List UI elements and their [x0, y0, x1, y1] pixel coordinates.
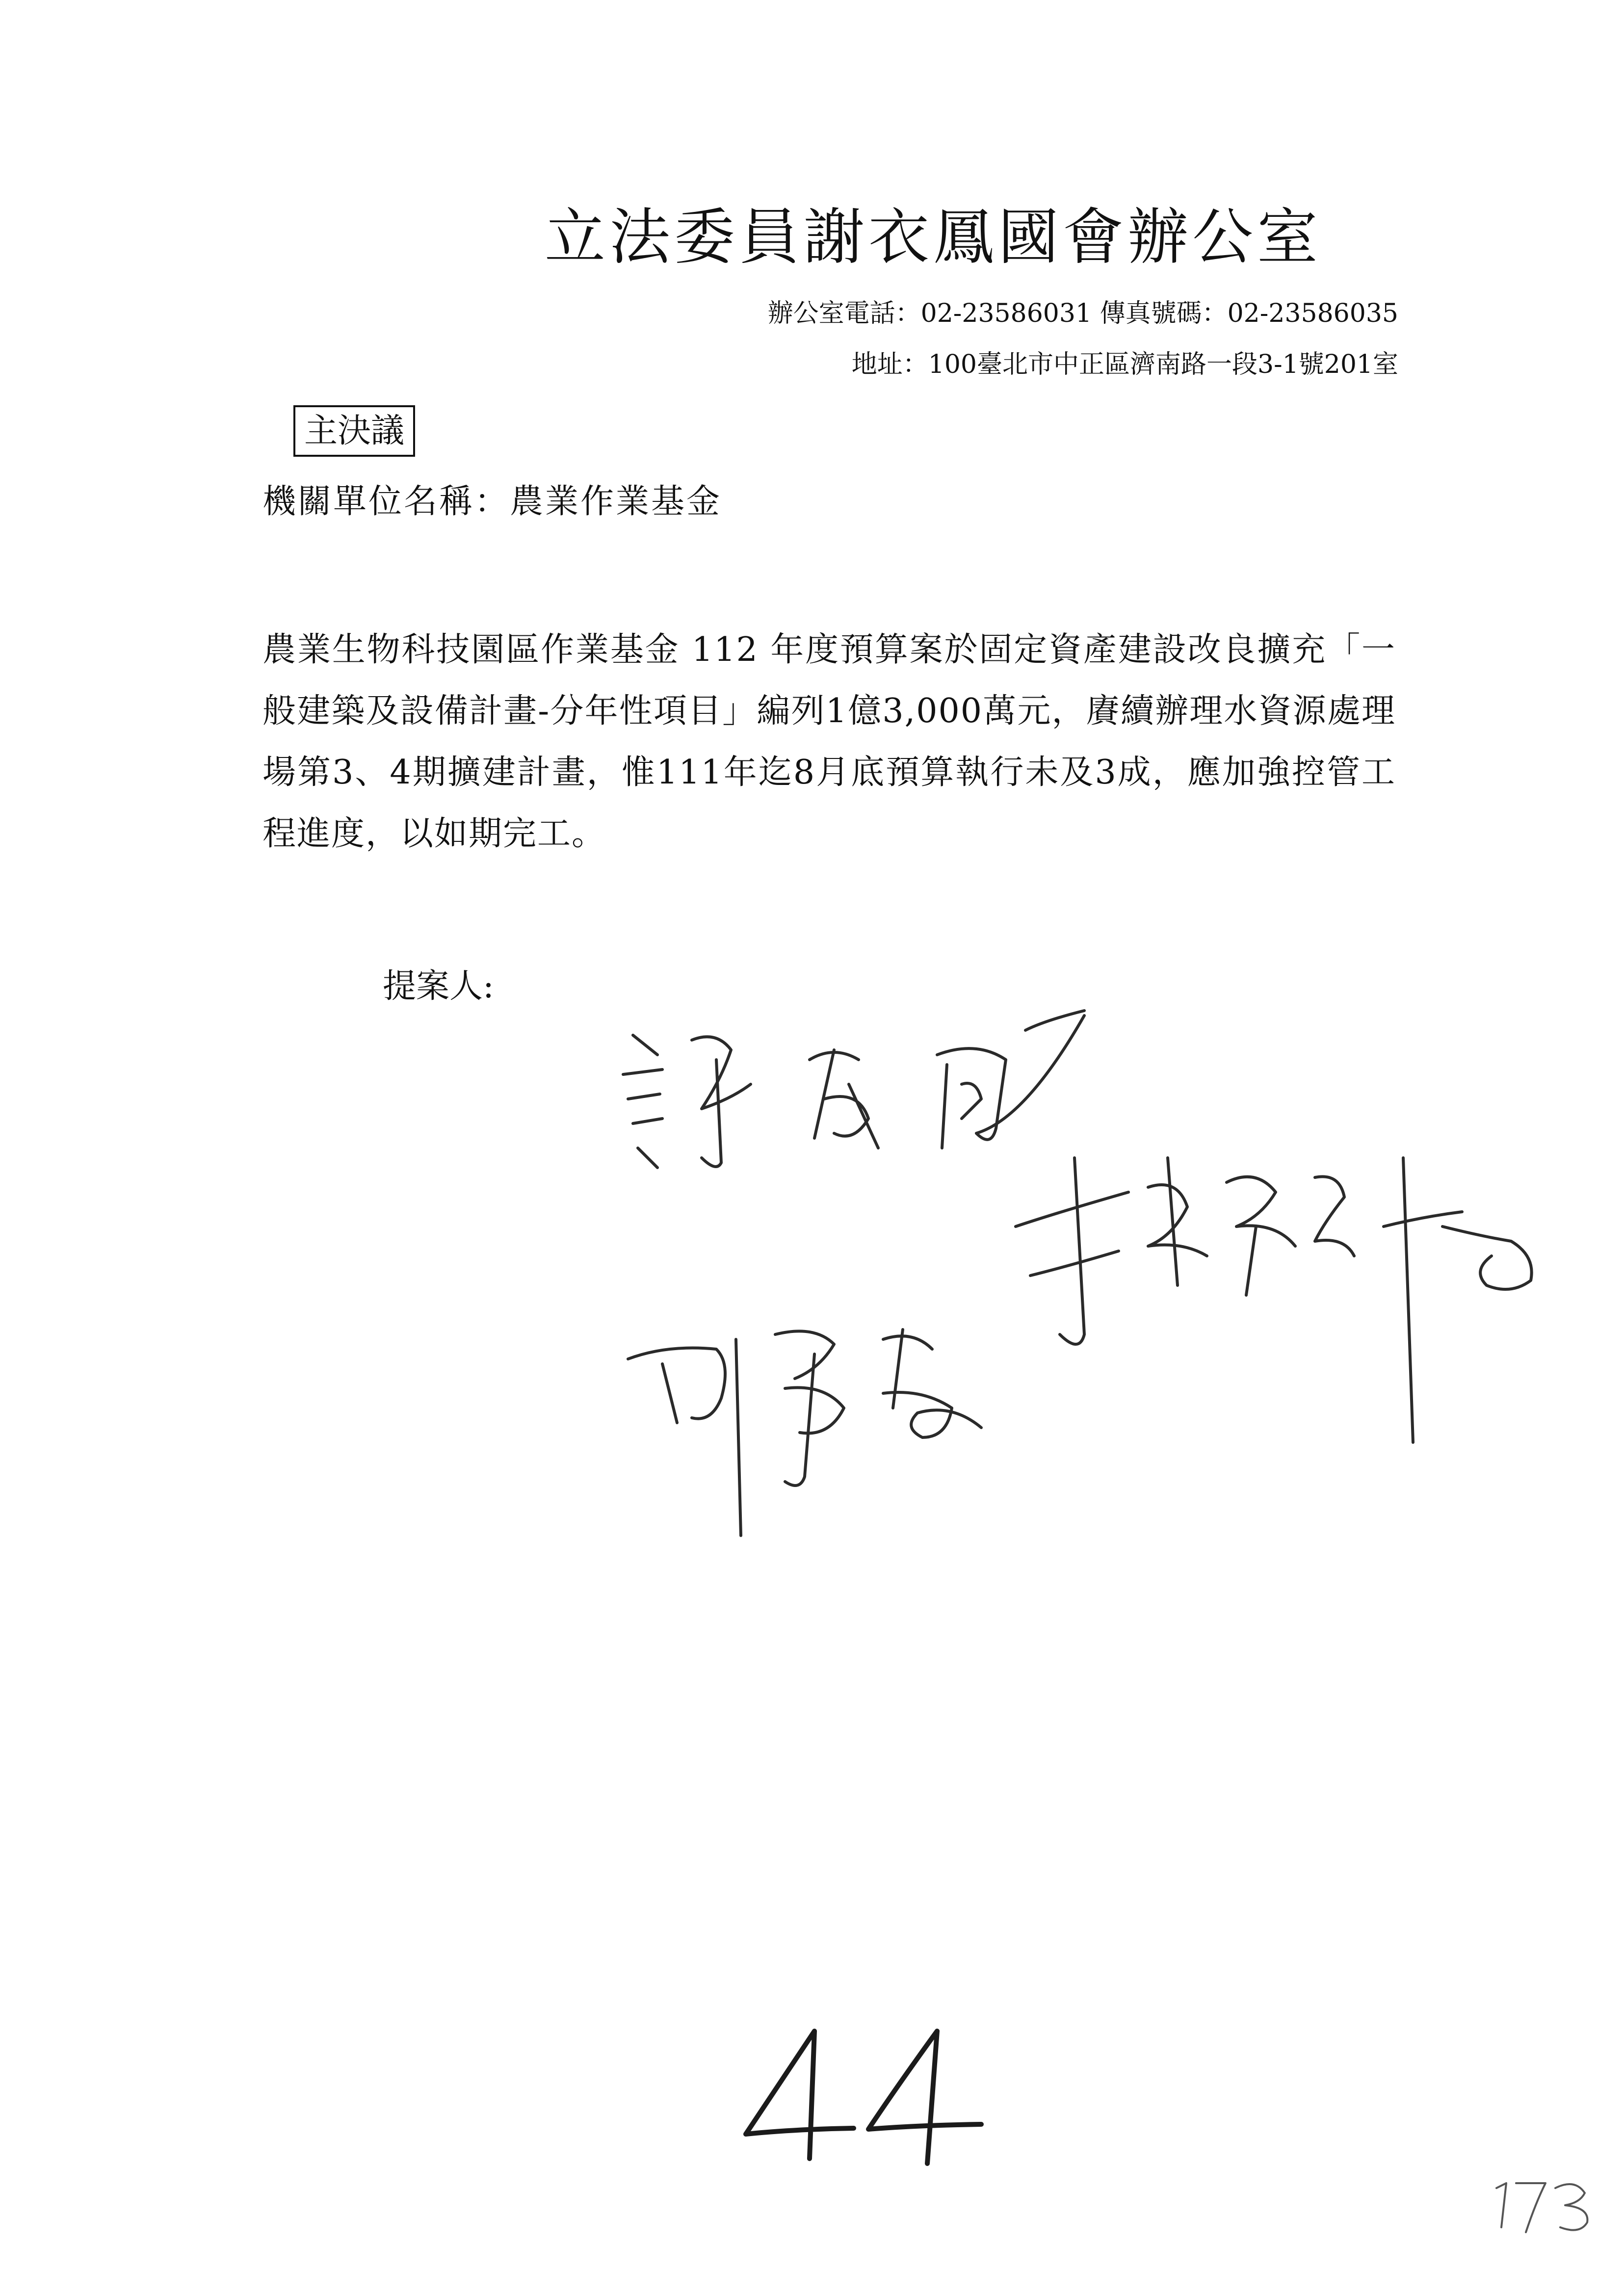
office-address: 地址：100臺北市中正區濟南路一段3-1號201室: [851, 350, 1398, 379]
signature-3: [608, 1280, 1011, 1555]
proposer-label: 提案人:: [383, 967, 494, 1006]
resolution-type-badge: 主決議: [293, 405, 415, 457]
signature-2: [1001, 1128, 1570, 1452]
handwritten-folio: [1487, 2168, 1595, 2237]
office-title: 立法委員謝衣鳳國會辦公室: [545, 202, 1322, 273]
office-phone-fax: 辦公室電話：02-23586031 傳真號碼：02-23586035: [767, 299, 1398, 328]
agency-name: 機關單位名稱：農業作業基金: [262, 482, 722, 521]
handwritten-page-number: [731, 2011, 986, 2168]
resolution-body: 農業生物科技園區作業基金 112 年度預算案於固定資產建設改良擴充「一般建築及設備計畫-分年性項目」編列1億3,000萬元，賡續辦理水資源處理場第3、4期擴建計畫，惟111年迄8月底預算執行未及3成，應加強控管工程進度，以如期完工。: [262, 630, 1396, 853]
